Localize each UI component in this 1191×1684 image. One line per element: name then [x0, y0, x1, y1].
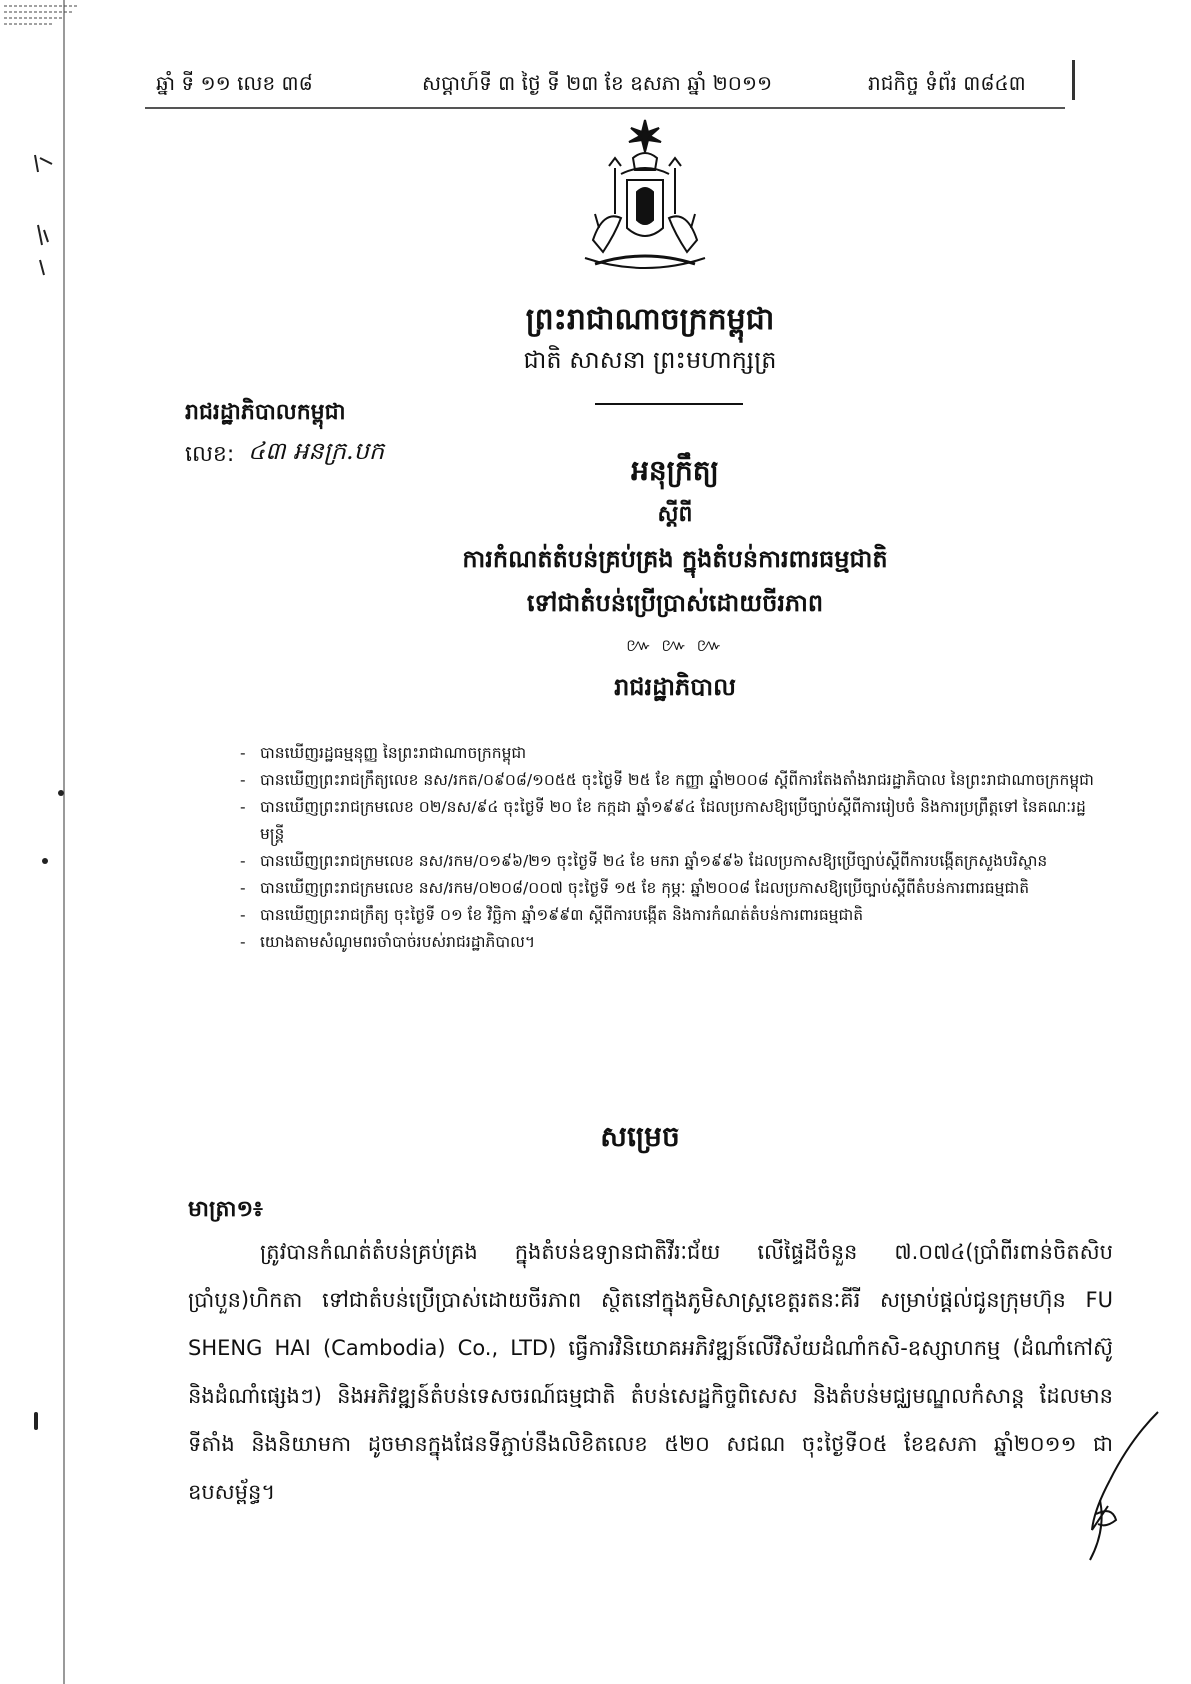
header-end-mark: [1072, 60, 1075, 100]
scan-stamp-mark: [2, 2, 80, 36]
kingdom-title: ព្រះរាជាណាចក្រកម្ពុជា: [525, 302, 775, 337]
handwritten-initial-signature: [1050, 1410, 1160, 1570]
scan-dot: [34, 1412, 38, 1430]
gazette-issue: ឆ្នាំ ទី ១១ លេខ ៣៨: [156, 71, 313, 95]
subject-line-1: ការកំណត់តំបន់គ្រប់គ្រង ក្នុងតំបន់ការពារធម្មជាតិ: [462, 545, 888, 573]
margin-scribble-marks: [30, 150, 70, 280]
preamble-item: - យោងតាមសំណូមពរចាំបាច់របស់រាជរដ្ឋាភិបាល។: [240, 933, 536, 951]
document-type: អនុក្រឹត្យ: [631, 454, 719, 487]
preamble-item: - បានឃើញព្រះរាជក្រឹត្យ ចុះថ្ងៃទី ០១ ខែ វិច្ឆិកា ឆ្នាំ១៩៩៣ ស្តីពីការបង្កើត និងការកំណត់តំបន់ការពារធម្មជាតិ: [240, 906, 864, 924]
scan-dot: [58, 790, 64, 796]
about-label: ស្តីពី: [657, 502, 693, 527]
document-number-label: លេខ:: [185, 442, 235, 467]
subject-line-2: ទៅជាតំបន់ប្រើប្រាស់ដោយចីរភាព: [526, 589, 824, 617]
preamble-item: - បានឃើញព្រះរាជក្រមលេខ នស/រកម/០២០៨/០០៧ ចុះថ្ងៃទី ១៥ ខែ កុម្ភៈ ឆ្នាំ២០០៨ ដែលប្រកាសឱ្យប្រើច្បាប់ស្តីពីតំបន់ការពារធម្មជាតិ: [240, 879, 1030, 897]
preamble-item: - បានឃើញព្រះរាជក្រមលេខ នស/រកម/០១៩៦/២១ ចុះថ្ងៃទី ២៤ ខែ មករា ឆ្នាំ១៩៩៦ ដែលប្រកាសឱ្យប្រើច្បាប់ស្តីពីការបង្កើតក្រសួងបរិស្ថាន: [240, 852, 1048, 870]
issuing-authority: រាជរដ្ឋាភិបាលកម្ពុជា: [185, 400, 346, 425]
preamble-item: - បានឃើញព្រះរាជក្រមលេខ ០២/នស/៩៤ ចុះថ្ងៃទី ២០ ខែ កក្កដា ឆ្នាំ១៩៩៤ ដែលប្រកាសឱ្យប្រើច្បាប់ស្តីពីការរៀបចំ និងការប្រព្រឹត្តទៅ នៃគណៈរដ្ឋមន្ត្រី: [240, 798, 1086, 843]
gazette-date: សប្តាហ៍ទី ៣ ថ្ងៃ ទី ២៣ ខែ ឧសភា ឆ្នាំ ២០១១: [422, 71, 773, 95]
document-number-handwritten: ៤៣ អនក្រ.បក: [248, 437, 385, 465]
header-rule: [145, 107, 1065, 109]
preamble-list: [240, 740, 1110, 956]
royal-coat-of-arms-emblem: [575, 118, 715, 278]
preamble-item: - បានឃើញព្រះរាជក្រឹត្យលេខ នស/រកត/០៩០៨/១០៥៥ ចុះថ្ងៃទី ២៥ ខែ កញ្ញា ឆ្នាំ២០០៨ ស្តីពីការតែងតាំងរាជរដ្ឋាភិបាល នៃព្រះរាជាណាចក្រកម្ពុជា: [240, 771, 1094, 789]
government-heading: រាជរដ្ឋាភិបាល: [614, 673, 736, 701]
preamble-item: - បានឃើញរដ្ឋធម្មនុញ្ញ នៃព្រះរាជាណាចក្រកម្ពុជា: [240, 744, 527, 762]
gazette-page: រាជកិច្ច ទំព័រ ៣៨៤៣: [868, 71, 1026, 95]
ornament-divider: ៚ ៚ ៚: [626, 635, 724, 656]
article-1-body: ត្រូវបានកំណត់តំបន់គ្រប់គ្រង ក្នុងតំបន់ឧទ្យានជាតិវីរៈជ័យ លើផ្ទៃដីចំនួន ៧.០៧៤(ប្រាំពីរពាន់ចិតសិបប្រាំបួន)ហិកតា ទៅជាតំបន់ប្រើប្រាស់ដោយចីរភាព ស្ថិតនៅក្នុងភូមិសាស្ត្រខេត្តរតនៈគីរី សម្រាប់ផ្តល់ជូនក្រុមហ៊ុន FU SHENG HAI (Cambodia) Co., LTD) ធ្វើការវិនិយោគអភិវឌ្ឍន៍លើវិស័យដំណាំកសិ-ឧស្សាហកម្ម (ដំណាំកៅស៊ូ និងដំណាំផ្សេងៗ) និងអភិវឌ្ឍន៍តំបន់ទេសចរណ៍ធម្មជាតិ តំបន់សេដ្ឋកិច្ចពិសេស និងតំបន់មជ្ឈមណ្ឌលកំសាន្ត ដែលមានទីតាំង និងនិយាមកា ដូចមានក្នុងផែនទីភ្ជាប់នឹងលិខិតលេខ ៥២០ សជណ ចុះថ្ងៃទី០៥ ខែឧសភា ឆ្នាំ២០១១ ជាឧបសម្ព័ន្ធ។: [188, 1240, 1113, 1504]
national-motto: ជាតិ សាសនា ព្រះមហាក្សត្រ: [523, 346, 777, 374]
article-1-title: មាត្រា១៖: [188, 1197, 263, 1222]
scan-dot: [42, 858, 48, 864]
motto-divider: [595, 403, 743, 405]
decision-heading: សម្រេច: [600, 1120, 680, 1153]
